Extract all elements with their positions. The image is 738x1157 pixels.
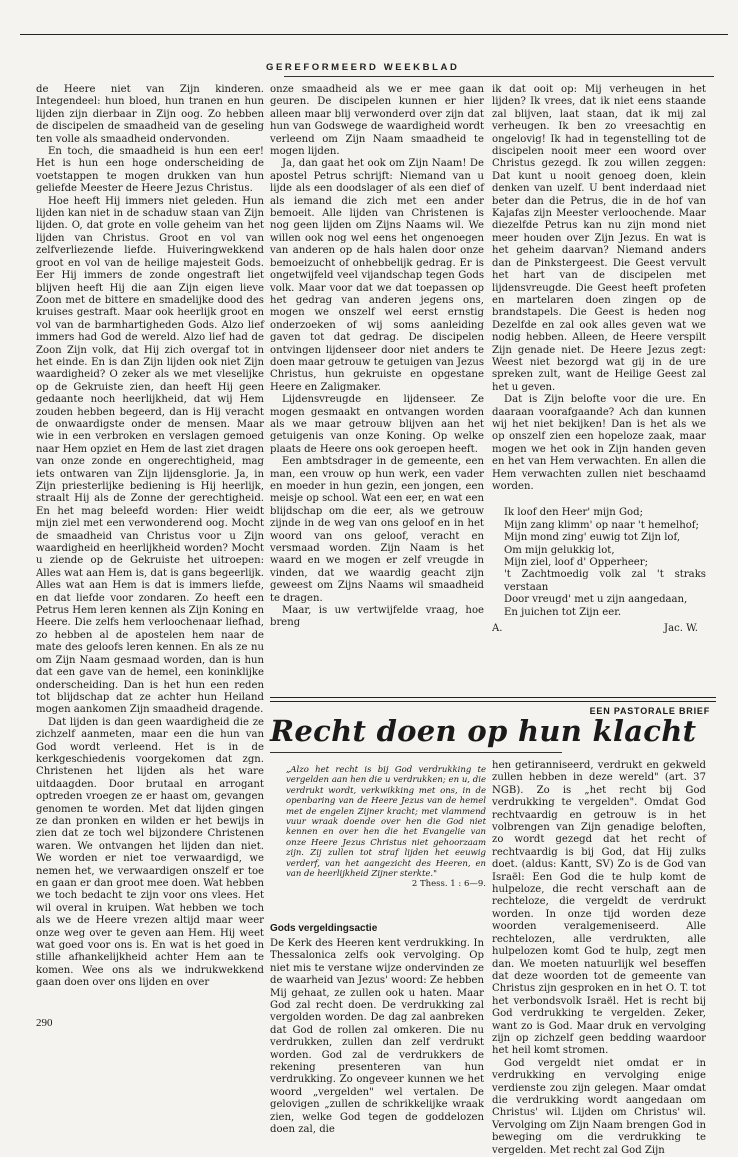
article-column-right <box>492 760 706 1156</box>
article-subheading: Gods vergeldingsactie <box>270 923 378 934</box>
top-rule <box>20 34 728 35</box>
signature-initial: A. <box>492 623 503 635</box>
paragraph: God vergeldt niet omdat er in verdrukking en vervolging enige verdienste zou zijn gelegen. Maar omdat die verdrukking wordt aangedaan om Christus' wil. Lijden om Christus' wil. Vervolging om Zijn Naam brengen God in beweging om die verdrukking te vergelden. Met recht zal God Zijn <box>492 1057 706 1156</box>
article-kicker: EEN PASTORALE BRIEF <box>589 706 710 716</box>
poem-line: 't Zachtmoedig volk zal 't straks verstaan <box>504 569 706 593</box>
poem-line: Mijn ziel, loof d' Opperheer; <box>504 557 649 569</box>
paragraph: Maar, is uw vertwijfelde vraag, hoe breng <box>270 605 484 629</box>
section-separator <box>270 697 716 702</box>
epigraph <box>286 765 486 890</box>
poem-line: En juichen tot Zijn eer. <box>504 606 622 618</box>
signature-row <box>492 623 706 635</box>
poem-line: Door vreugd' met u zijn aangedaan, <box>504 594 688 606</box>
epigraph-text: „Alzo het recht is bij God verdrukking te vergelden aan hen die u verdrukken; en u, die verdrukt wordt, verkwikking met ons, in de openbaring van de Heere Jezus van de hemel met de engelen Zijner kracht; met vlammend vuur wraak doende over hen die God niet kennen en over hen die het Evangelie van onze Heere Jezus Christus niet gehoorzaam zijn. Zij zullen tot straf lijden het eeuwig verderf, van het aangezicht des Heeren, en van de heerlijkheid Zijner sterkte." <box>286 765 486 880</box>
column-2 <box>270 84 484 698</box>
paragraph: hen getiranniseerd, verdrukt en gekweld zullen hebben in deze wereld" (art. 37 NGB). Zo is „het recht bij God verdrukking te vergelden". Omdat God rechtvaardig en getrouw is in het volbrengen van Zijn genadige beloften, zo wordt gezegd dat het recht of rechtvaardig is bij God, dat Hij zulks doet. (aldus: Kantt, SV) Zo is de God van Israël: Een God die te hulp komt de hulpeloze, die recht verschaft aan de rechteloze, die vergeldt de verdrukt worden. In onze tijd worden deze woorden veralgemeniseerd. Alle rechtelozen, alle verdrukten, alle hulpelozen komt God te hulp, zegt men dan. We moeten natuurlijk wel beseffen dat deze woorden tot de gemeente van Christus zijn gesproken en in het O. T. tot het verbondsvolk Israël. Het is recht bij God verdrukking te vergelden. Zeker, want zo is God. Maar druk en vervolging zijn op zichzelf geen bedding waardoor het heil komt stromen. <box>492 760 706 1057</box>
column-3 <box>492 84 706 698</box>
epigraph-reference: 2 Thess. 1 : 6—9. <box>411 879 486 890</box>
poem-line: Mijn zang klimm' op naar 't hemelhof; <box>504 519 699 531</box>
paragraph: Dat is Zijn belofte voor die ure. En daaraan voorafgaande? Ach dan kunnen wij het niet bekijken! Dan is het als we op onszelf zien een hopeloze zaak, maar mogen we het ook in Zijn handen geven en het van Hem verwachten. En allen die Hem verwachten zullen niet beschaamd worden. <box>492 394 706 492</box>
paragraph: Dat lijden is dan geen waardigheid die ze zichzelf aanmeten, maar een die hun van God wordt verleend. Het is in de kerkgeschiedenis voorgekomen dat zgn. Christenen het lijden als het ware uitdaagden. Door brutaal en arrogant optreden vroegen ze er haast om, gevangen genomen te worden. Met dat lijden gingen ze dan pronken en wilden er het bewijs in zien dat ze toch wel bijzondere Christenen waren. We ontvangen het lijden dan niet. We worden er niet toe verwaardigd, we nemen het, we verwaardigen onszelf er toe en gaan er dan groot mee doen. Wat hebben we toch bedacht te zijn voor ons vlees. Het wil overal in kruipen. Wat hebben we toch als we de Heere vrezen altijd maar weer onze weg over te geven aan Hem. Hij weet wat goed voor ons is. En wat is het goed in stille afhankelijkheid achter Hem aan te komen. Wee ons als we indrukwekkend gaan doen over ons lijden en over <box>36 716 264 989</box>
page-number: 290 <box>36 1017 53 1029</box>
poem-line: Mijn mond zing' euwig tot Zijn lof, <box>504 532 681 544</box>
paragraph: Ja, dan gaat het ook om Zijn Naam! De apostel Petrus schrijft: Niemand van u lijde als een doodslager of als een dief of als iemand die zich met een ander bemoeit. Alle lijden van Christenen is nog geen lijden om Zijns Naams wil. We willen ook nog wel eens het ongenoegen van anderen op de hals halen door onze bemoeizucht of onhebbelijk gedrag. Er is ongetwijfeld veel vijandschap tegen Gods volk. Maar voor dat we dat toepassen op het gedrag van anderen jegens ons, mogen we onszelf wel eerst ernstig onderzoeken of wij soms aanleiding gaven tot dat gedrag. De discipelen ontvingen lijdenseer door niet anders te doen maar getrouw te getuigen van Jezus Christus, hun gekruiste en opgestane Heere en Zaligmaker. <box>270 158 484 393</box>
paragraph: En toch, die smaadheid is hun een eer! Het is hun een hoge onderscheiding de voetstappen te mogen drukken van hun geliefde Meester de Heere Jezus Christus. <box>36 146 264 195</box>
paragraph: ik dat ooit op: Mij verheugen in het lijden? Ik vrees, dat ik niet eens staande zal blijven, laat staan, dat ik mij zal verheugen. Ik ben zo vreesachtig en ongelovig! Ik had in tegenstelling tot de discipelen nooit meer een woord over Christus gezegd. Ik zou willen zeggen: Dat kunt u nooit genoeg doen, klein denken van uzelf. U bent inderdaad niet beter dan die Petrus, die in de hof van Kajafas zijn Meester verloochende. Maar diezelfde Petrus kan nu zijn mond niet meer houden over Zijn Jezus. En wat is het geheim daarvan? Niemand anders dan de Pinkstergeest. Die Geest vervult het hart van de discipelen met lijdensvreugde. Die Geest heeft profeten en martelaren doen zingen op de brandstapels. Die Geest is heden nog Dezelfde en zal ook alles geven wat we nodig hebben. Alleen, de Heere verspilt Zijn genade niet. De Heere Jezus zegt: Weest niet bezorgd wat gij in de ure spreken zult, want de Heilige Geest zal het u geven. <box>492 84 706 393</box>
paragraph: onze smaadheid als we er mee gaan geuren. De discipelen kunnen er hier alleen maar blij verwonderd over zijn dat hun van Godswege de waardigheid wordt verleend om Zijn Naam smaadheid te mogen lijden. <box>270 84 484 158</box>
title-rule <box>270 752 562 753</box>
paragraph: Lijdensvreugde en lijdenseer. Ze mogen gesmaakt en ontvangen worden als we maar getrouw blijven aan het getuigenis van onze Koning. Op welke plaats de Heere ons ook geroepen heeft. <box>270 394 484 455</box>
signature-author: Jac. W. <box>664 623 698 635</box>
paragraph: Een ambtsdrager in de gemeente, een man, een vrouw op hun werk, een vader en moeder in hun gezin, een jongen, een meisje op school. Wat een eer, en wat een blijdschap om die eer, als we getrouw zijnde in de weg van ons geloof en in het woord van ons geloof, veracht en versmaad worden. Zijn Naam is het waard en we mogen er zelf vreugde in vinden, dat we waardig geacht zijn geweest om Zijns Naams wil smaadheid te dragen. <box>270 456 484 604</box>
paragraph: De Kerk des Heeren kent verdrukking. In Thessalonica zelfs ook vervolging. Op niet mis te verstane wijze ondervinden ze de waarheid van Jezus' woord: Ze hebben Mij gehaat, ze zullen ook u haten. Maar God zal recht doen. De verdrukking zal vergolden worden. De dag zal aanbreken dat God de rollen zal omkeren. Die nu verdrukken, zullen dan zelf verdrukt worden. God zal de verdrukkers de rekening presenteren van hun verdrukking. Zo ongeveer kunnen we het woord „vergelden" wel vertalen. De gelovigen „zullen de schrikkelijke wraak zien, welke God tegen de goddelozen doen zal, die <box>270 938 484 1136</box>
article-title: Recht doen op hun klacht <box>270 714 697 748</box>
article-column-left <box>270 938 484 1136</box>
poem-line: Om mijn gelukkig lot, <box>504 544 615 556</box>
running-header: GEREFORMEERD WEEKBLAD <box>266 62 460 73</box>
column-1 <box>36 84 264 1012</box>
poem <box>504 507 706 619</box>
poem-line: Ik loof den Heer' mijn God; <box>504 507 643 519</box>
paragraph: Hoe heeft Hij immers niet geleden. Hun lijden kan niet in de schaduw staan van Zijn lijden. O, dat grote en volle geheim van het lijden van Christus. Groot en vol van zelfverliezende liefde. Huiveringwekkend groot en vol van de heilige majesteit Gods. Eer Hij immers de zonde ongestraft liet blijven heeft Hij die aan Zijn eigen lieve Zoon met de bittere en smadelijke dood des kruises gestraft. Maar ook heerlijk groot en vol van de barmhartigheden Gods. Alzo lief immers had God de wereld. Alzo lief had de Zoon Zijn volk, dat Hij zich overgaf tot in het einde. En is dan Zijn lijden ook niet Zijn waardigheid? O zeker als we met vleselijke op de Gekruiste zien, dan heeft Hij geen gedaante noch heerlijkheid, dat wij Hem zouden hebben begeerd, dan is Hij veracht de onwaardigste onder de mensen. Maar wie in een verbroken en verslagen gemoed naar Hem opziet en Hem de last ziet dragen van onze zonde en ongerechtigheid, mag iets ontwaren van Zijn lijdensglorie. Ja, in Zijn priesterlijke bediening is Hij heerlijk, straalt Hij als de Zonne der gerechtigheid. En het mag beleefd worden: Hier weidt mijn ziel met een verwonderend oog. Mocht de smaadheid van Christus voor u Zijn waardigheid en heerlijkheid worden? Mocht u ziende op de Gekruiste het uitroepen: Alles wat aan Hem is, dat is gans begeerlijk. Alles wat aan Hem is dat is immers liefde, en dat liefde voor zondaren. Zo heeft een Petrus Hem leren kennen als Zijn Koning en Heere. Die zelfs hem verloochenaar liefhad, zo hebben al de apostelen hem naar de mate des geloofs leren kennen. En als ze nu om Zijn Naam gesmaad worden, dan is hun dat een gave van de hemel, een koninklijke onderscheiding. Dan is het hun een reden tot blijdschap dat ze achter hun Heiland mogen aankomen Zijn smaadheid dragende. <box>36 195 264 716</box>
paragraph: de Heere niet van Zijn kinderen. Integendeel: hun bloed, hun tranen en hun lijden zijn dierbaar in Zijn oog. Zo hebben de discipelen de smaadheid van de geseling ten volle als smaadheid ondervonden. <box>36 84 264 145</box>
header-rule <box>284 76 714 77</box>
